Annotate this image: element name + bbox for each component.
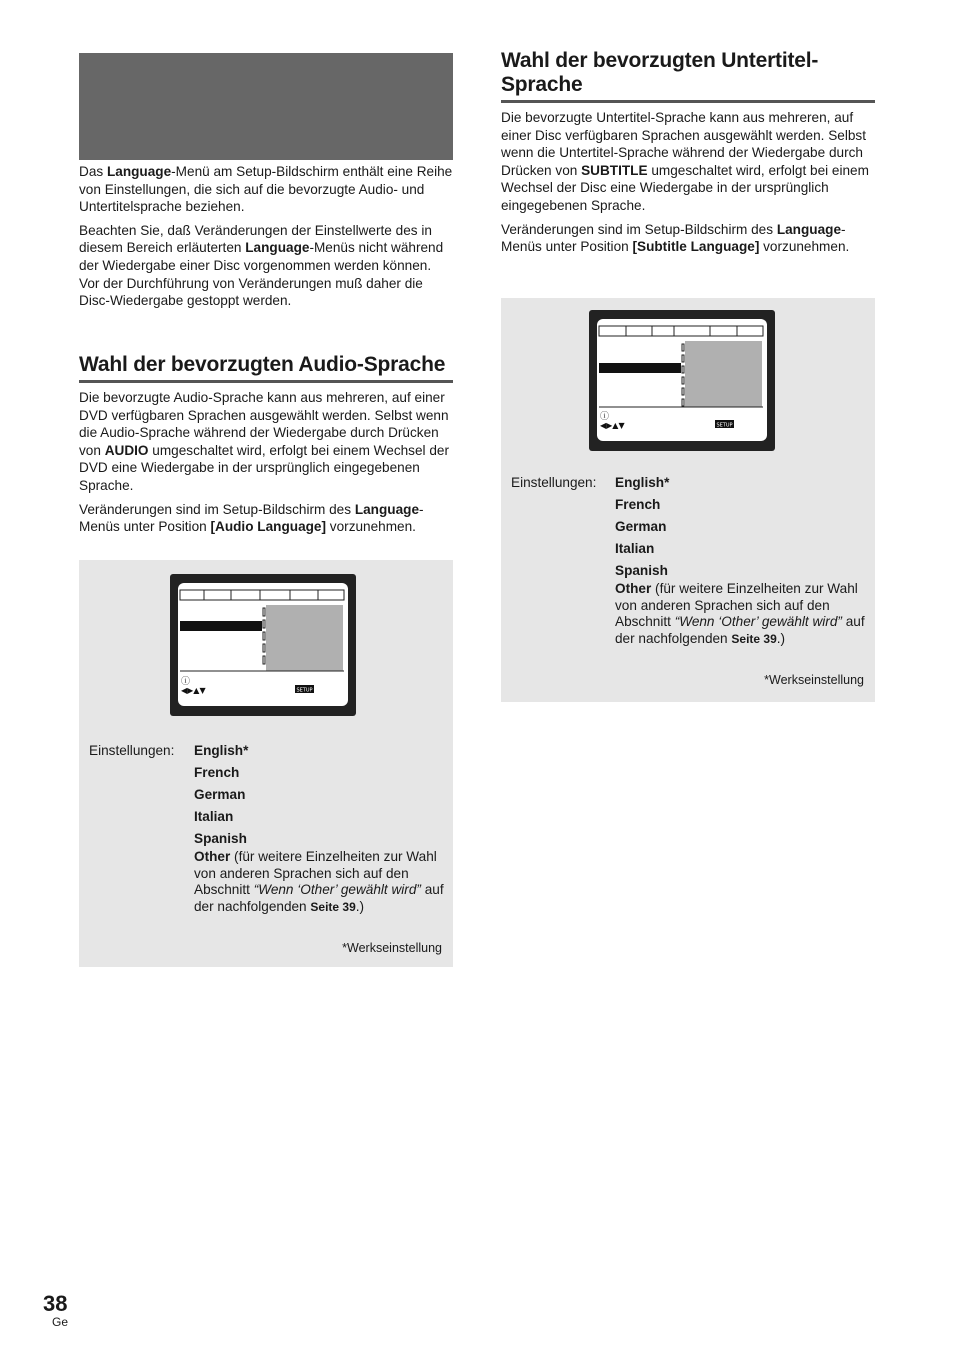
option-english: English*	[194, 743, 249, 758]
intro-paragraph-2: Beachten Sie, daß Veränderungen der Einstellwerte des in diesem Bereich erläuterten Language-Menüs nicht während der Wiedergabe einer Disc vorgenommen werden können. Vor der Durchführung von Veränderungen muß daher die Disc-Wiedergabe gestoppt werden.	[79, 222, 444, 309]
setup-label: SETUP	[296, 687, 313, 694]
footnote: *Werkseinstellung	[764, 673, 864, 687]
screen-display	[178, 583, 348, 706]
info-icon: ⓘ	[181, 677, 191, 687]
option-italian: Italian	[194, 809, 234, 824]
audio-paragraph-1: Die bevorzugte Audio-Sprache kann aus mehreren, auf einer DVD verfügbaren Sprachen ausgewählt werden. Selbst wenn die Audio-Sprache während der Wiedergabe durch Drücken von AUDIO umgeschaltet wird, erfolgt bei einem Wechsel der DVD eine Wiedergabe in der ursprünglich eingegebenen Sprache.	[79, 390, 449, 493]
option-german: German	[615, 519, 667, 534]
option-other: Other (für weitere Einzelheiten zur Wahl von anderen Sprachen sich auf den Abschnitt “Wenn ‘Other’ gewählt wird” auf der nachfolgenden Seite 39.)	[615, 581, 865, 646]
audio-heading: Wahl der bevorzugten Audio-Sprache	[79, 353, 453, 383]
page-language-code: Ge	[52, 1315, 69, 1329]
intro-paragraph-1: Das Language-Menü am Setup-Bildschirm enthält eine Reihe von Einstellungen, die sich auf die bevorzugte Audio- und Untertitelsprache beziehen.	[79, 164, 453, 215]
screen-display	[597, 319, 767, 441]
option-spanish: Spanish	[194, 831, 247, 846]
subtitle-paragraph-1: Die bevorzugte Untertitel-Sprache kann aus mehreren, auf einer Disc verfügbaren Sprachen ausgewählt werden. Selbst wenn die Untertitel-Sprache während der Wiedergabe durch Drücken von SUBTITLE umgeschaltet wird, erfolgt bei einem Wechsel der Disc eine Wiedergabe in der ursprünglich eingegebenen Sprache.	[501, 110, 869, 213]
settings-values	[194, 740, 449, 915]
footnote: *Werkseinstellung	[342, 941, 442, 955]
info-icon: ⓘ	[600, 412, 610, 422]
nav-arrows-icon: ◀▶▲▼	[181, 686, 206, 695]
subtitle-heading: Wahl der bevorzugten Untertitel-Sprache	[501, 49, 875, 103]
audio-paragraph-2: Veränderungen sind im Setup-Bildschirm des Language-Menüs unter Position [Audio Language] vorzunehmen.	[79, 501, 424, 535]
settings-values	[615, 472, 871, 647]
section-header-band	[79, 53, 453, 160]
option-other: Other (für weitere Einzelheiten zur Wahl von anderen Sprachen sich auf den Abschnitt “Wenn ‘Other’ gewählt wird” auf der nachfolgenden Seite 39.)	[194, 849, 444, 914]
option-french: French	[615, 497, 661, 512]
option-english: English*	[615, 475, 670, 490]
subtitle-paragraph-2: Veränderungen sind im Setup-Bildschirm des Language-Menüs unter Position [Subtitle Language] vorzunehmen.	[501, 221, 850, 255]
subtitle-setup-screen	[589, 310, 775, 451]
settings-label: Einstellungen:	[511, 475, 597, 490]
left-column	[79, 163, 453, 316]
option-german: German	[194, 787, 246, 802]
subtitle-settings-panel	[501, 298, 875, 702]
setup-label: SETUP	[716, 422, 733, 429]
page-number: 38	[43, 1291, 68, 1316]
option-italian: Italian	[615, 541, 655, 556]
option-spanish: Spanish	[615, 563, 668, 578]
nav-arrows-icon: ◀▶▲▼	[600, 421, 625, 430]
audio-setup-screen	[170, 574, 356, 716]
audio-section	[79, 353, 453, 542]
setup-menu-graphic	[178, 583, 348, 706]
setup-menu-graphic	[597, 319, 767, 441]
audio-settings-panel	[79, 560, 453, 967]
option-french: French	[194, 765, 240, 780]
settings-label: Einstellungen:	[89, 743, 175, 758]
subtitle-section	[501, 49, 875, 262]
